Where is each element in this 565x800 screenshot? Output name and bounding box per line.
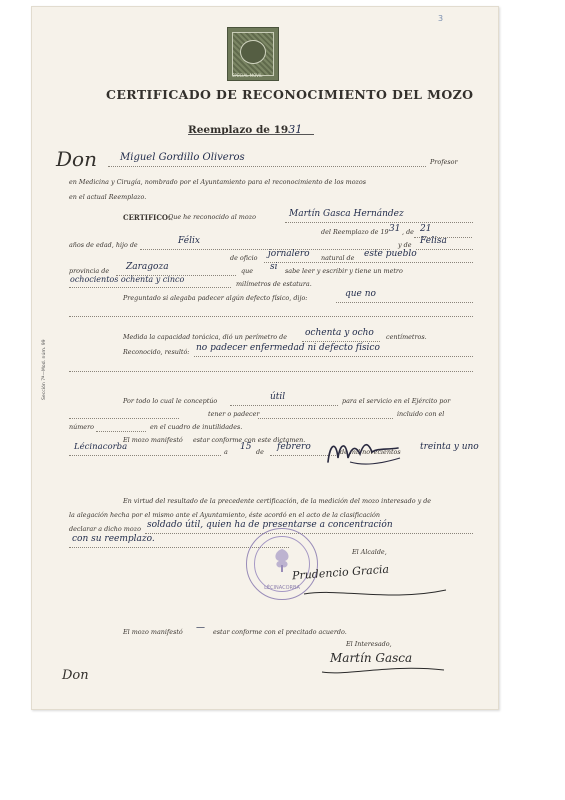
a-label: a xyxy=(224,448,228,456)
estatura-value: ochocientos ochenta y cinco xyxy=(70,275,185,284)
centimetros-label: centímetros. xyxy=(386,333,427,341)
reemplazo-underline xyxy=(188,134,314,135)
tener-line-left xyxy=(69,418,179,419)
side-form-code: Sección 7ª—Mod. núm. 99 xyxy=(42,339,47,400)
mother-name: Felisa xyxy=(420,236,447,246)
stamp-text: SPECIAL MOVIL xyxy=(232,73,263,78)
cuadro-label: en el cuadro de inutilidades. xyxy=(150,423,243,431)
cert-year: 31 xyxy=(389,224,401,234)
por-todo-label: Por todo lo cual le conceptúo xyxy=(123,397,218,405)
alcalde-label: El Alcalde, xyxy=(352,548,387,556)
resultado-line xyxy=(194,356,473,357)
doctor-name-line xyxy=(108,166,426,167)
decision-line-1-underline xyxy=(145,533,473,534)
province-value: Zaragoza xyxy=(126,262,169,272)
estar-conforme-label: estar conforme con este dictamen. xyxy=(193,436,306,444)
page-title: CERTIFICADO DE RECONOCIMIENTO DEL MOZO xyxy=(106,87,474,102)
interesado-label: El Interesado, xyxy=(346,640,392,648)
de-label: , de xyxy=(402,228,414,236)
final-conforme-label: estar conforme con el precitado acuerdo. xyxy=(213,628,347,636)
de-mil-label: de mil novecientos xyxy=(340,448,401,456)
natural-de-label: natural de xyxy=(321,254,355,262)
mozo-manifesto-label: El mozo manifestó xyxy=(123,436,183,444)
place-value: Lécinacorba xyxy=(74,442,128,452)
certifico-label: CERTIFICO: xyxy=(123,213,171,222)
tax-stamp xyxy=(227,27,279,81)
tener-label: tener o padecer xyxy=(208,410,260,418)
incluido-label: incluido con el xyxy=(397,410,445,418)
seal-text: LÉCINACORBA xyxy=(264,585,300,591)
oficio-line xyxy=(264,262,473,263)
sabe-text: sabe leer y escribir y tiene un metro xyxy=(285,267,403,275)
intro-line-3: en el actual Reemplazo. xyxy=(69,193,147,201)
answer-line xyxy=(336,302,473,303)
mozo-age: 21 xyxy=(420,224,432,234)
de-label-date: de xyxy=(256,448,264,456)
para-servicio-label: para el servicio en el Ejército por xyxy=(342,397,451,405)
provincia-label: provincia de xyxy=(69,267,110,275)
final-mozo-label: El mozo manifestó xyxy=(123,628,183,636)
del-reemplazo-label: del Reemplazo de 19 xyxy=(321,228,389,236)
place-line xyxy=(69,455,221,456)
natural-value: este pueblo xyxy=(364,249,417,259)
bottom-don-label: Don xyxy=(62,668,89,683)
year-words-value: treinta y uno xyxy=(420,442,479,452)
resolution-line-2: la alegación hecha por el mismo ante el Ayuntamiento, éste acordó en el acto de la clasificación xyxy=(69,511,381,519)
util-line xyxy=(230,405,338,406)
estatura-line xyxy=(69,287,231,288)
numero-line xyxy=(96,431,146,432)
que-label: que xyxy=(241,267,253,275)
alcalde-signature-flourish xyxy=(300,584,450,604)
y-de-label: y de xyxy=(398,241,412,249)
reemplazo-heading: Reemplazo de 1931 xyxy=(188,123,303,136)
blank-line-2 xyxy=(69,371,473,372)
de-oficio-label: de oficio xyxy=(230,254,258,262)
interesado-signature: Martín Gasca xyxy=(330,651,413,665)
reconocido-label: Reconocido, resultó: xyxy=(123,348,190,356)
day-value: 15 xyxy=(240,442,252,452)
father-name: Félix xyxy=(178,236,200,246)
sabe-value: si xyxy=(270,262,278,272)
tener-line-right xyxy=(258,418,393,419)
mother-line xyxy=(416,249,473,250)
defecto-answer: que no xyxy=(345,289,376,299)
profesor-label: Profesor xyxy=(430,158,458,166)
preguntado-label: Preguntado si alegaba padecer algún defecto físico, dijo: xyxy=(123,294,308,302)
alcalde-signature: Prudencio Gracia xyxy=(291,562,390,583)
interesado-signature-flourish xyxy=(318,660,448,678)
medida-label: Medida la capacidad torácica, dió un perímetro de xyxy=(123,333,288,341)
mozo-name-line xyxy=(285,222,473,223)
don-label: Don xyxy=(56,147,97,171)
numero-label: número xyxy=(69,423,94,431)
seal-tree-icon xyxy=(271,547,293,573)
intro-line-2: en Medicina y Cirugía, nombrado por el Ayuntamiento para el reconocimiento de los mozos xyxy=(69,178,367,186)
father-line xyxy=(140,249,390,250)
doctor-name: Miguel Gordillo Oliveros xyxy=(120,152,245,163)
perimetro-value: ochenta y ocho xyxy=(305,328,374,338)
milimetros-label: milímetros de estatura. xyxy=(236,280,312,288)
decision-line-2: con su reemplazo. xyxy=(72,534,155,544)
util-value: útil xyxy=(270,392,286,402)
anos-hijo-label: años de edad, hijo de xyxy=(69,241,138,249)
resolution-line-3: declarar a dicho mozo xyxy=(69,525,141,533)
page-number: 3 xyxy=(438,14,444,23)
blank-line-1 xyxy=(69,316,473,317)
month-value: febrero xyxy=(277,442,311,452)
final-dash: — xyxy=(196,623,205,633)
certificate-paper xyxy=(31,6,499,710)
decision-line-1: soldado útil, quien ha de presentarse a concentración xyxy=(147,520,393,530)
perimetro-line xyxy=(302,341,380,342)
resultado-value: no padecer enfermedad ni defecto físico xyxy=(196,343,380,353)
oficio-value: jornalero xyxy=(268,249,310,259)
mozo-name: Martín Gasca Hernández xyxy=(289,209,404,219)
certifico-text: Que he reconocido al mozo xyxy=(168,213,256,221)
doctor-signature xyxy=(320,432,410,472)
resolution-line-1: En virtud del resultado de la precedente certificación, de la medición del mozo interesado y de xyxy=(123,497,432,505)
